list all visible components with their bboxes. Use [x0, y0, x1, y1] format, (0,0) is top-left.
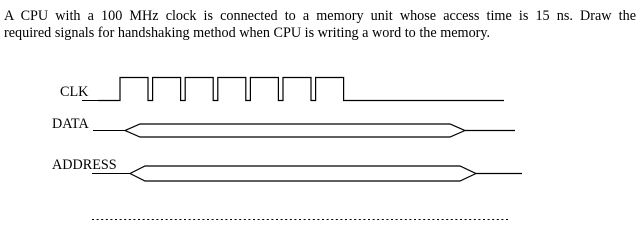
question-line-1: A CPU with a 100 MHz clock is connected to a memory unit whose access time is 15 ns. Draw the: [4, 8, 636, 24]
question-line-2: required signals for handshaking method when CPU is writing a word to the memory.: [4, 25, 491, 41]
address-bus-lower: [130, 174, 476, 182]
address-bus-upper: [130, 166, 522, 174]
data-bus-upper: [125, 124, 515, 131]
clk-waveform: [98, 78, 504, 101]
data-label: DATA: [52, 116, 89, 132]
data-bus-lower: [125, 131, 465, 138]
clk-label: CLK: [60, 84, 89, 100]
address-label: ADDRESS: [52, 157, 117, 173]
